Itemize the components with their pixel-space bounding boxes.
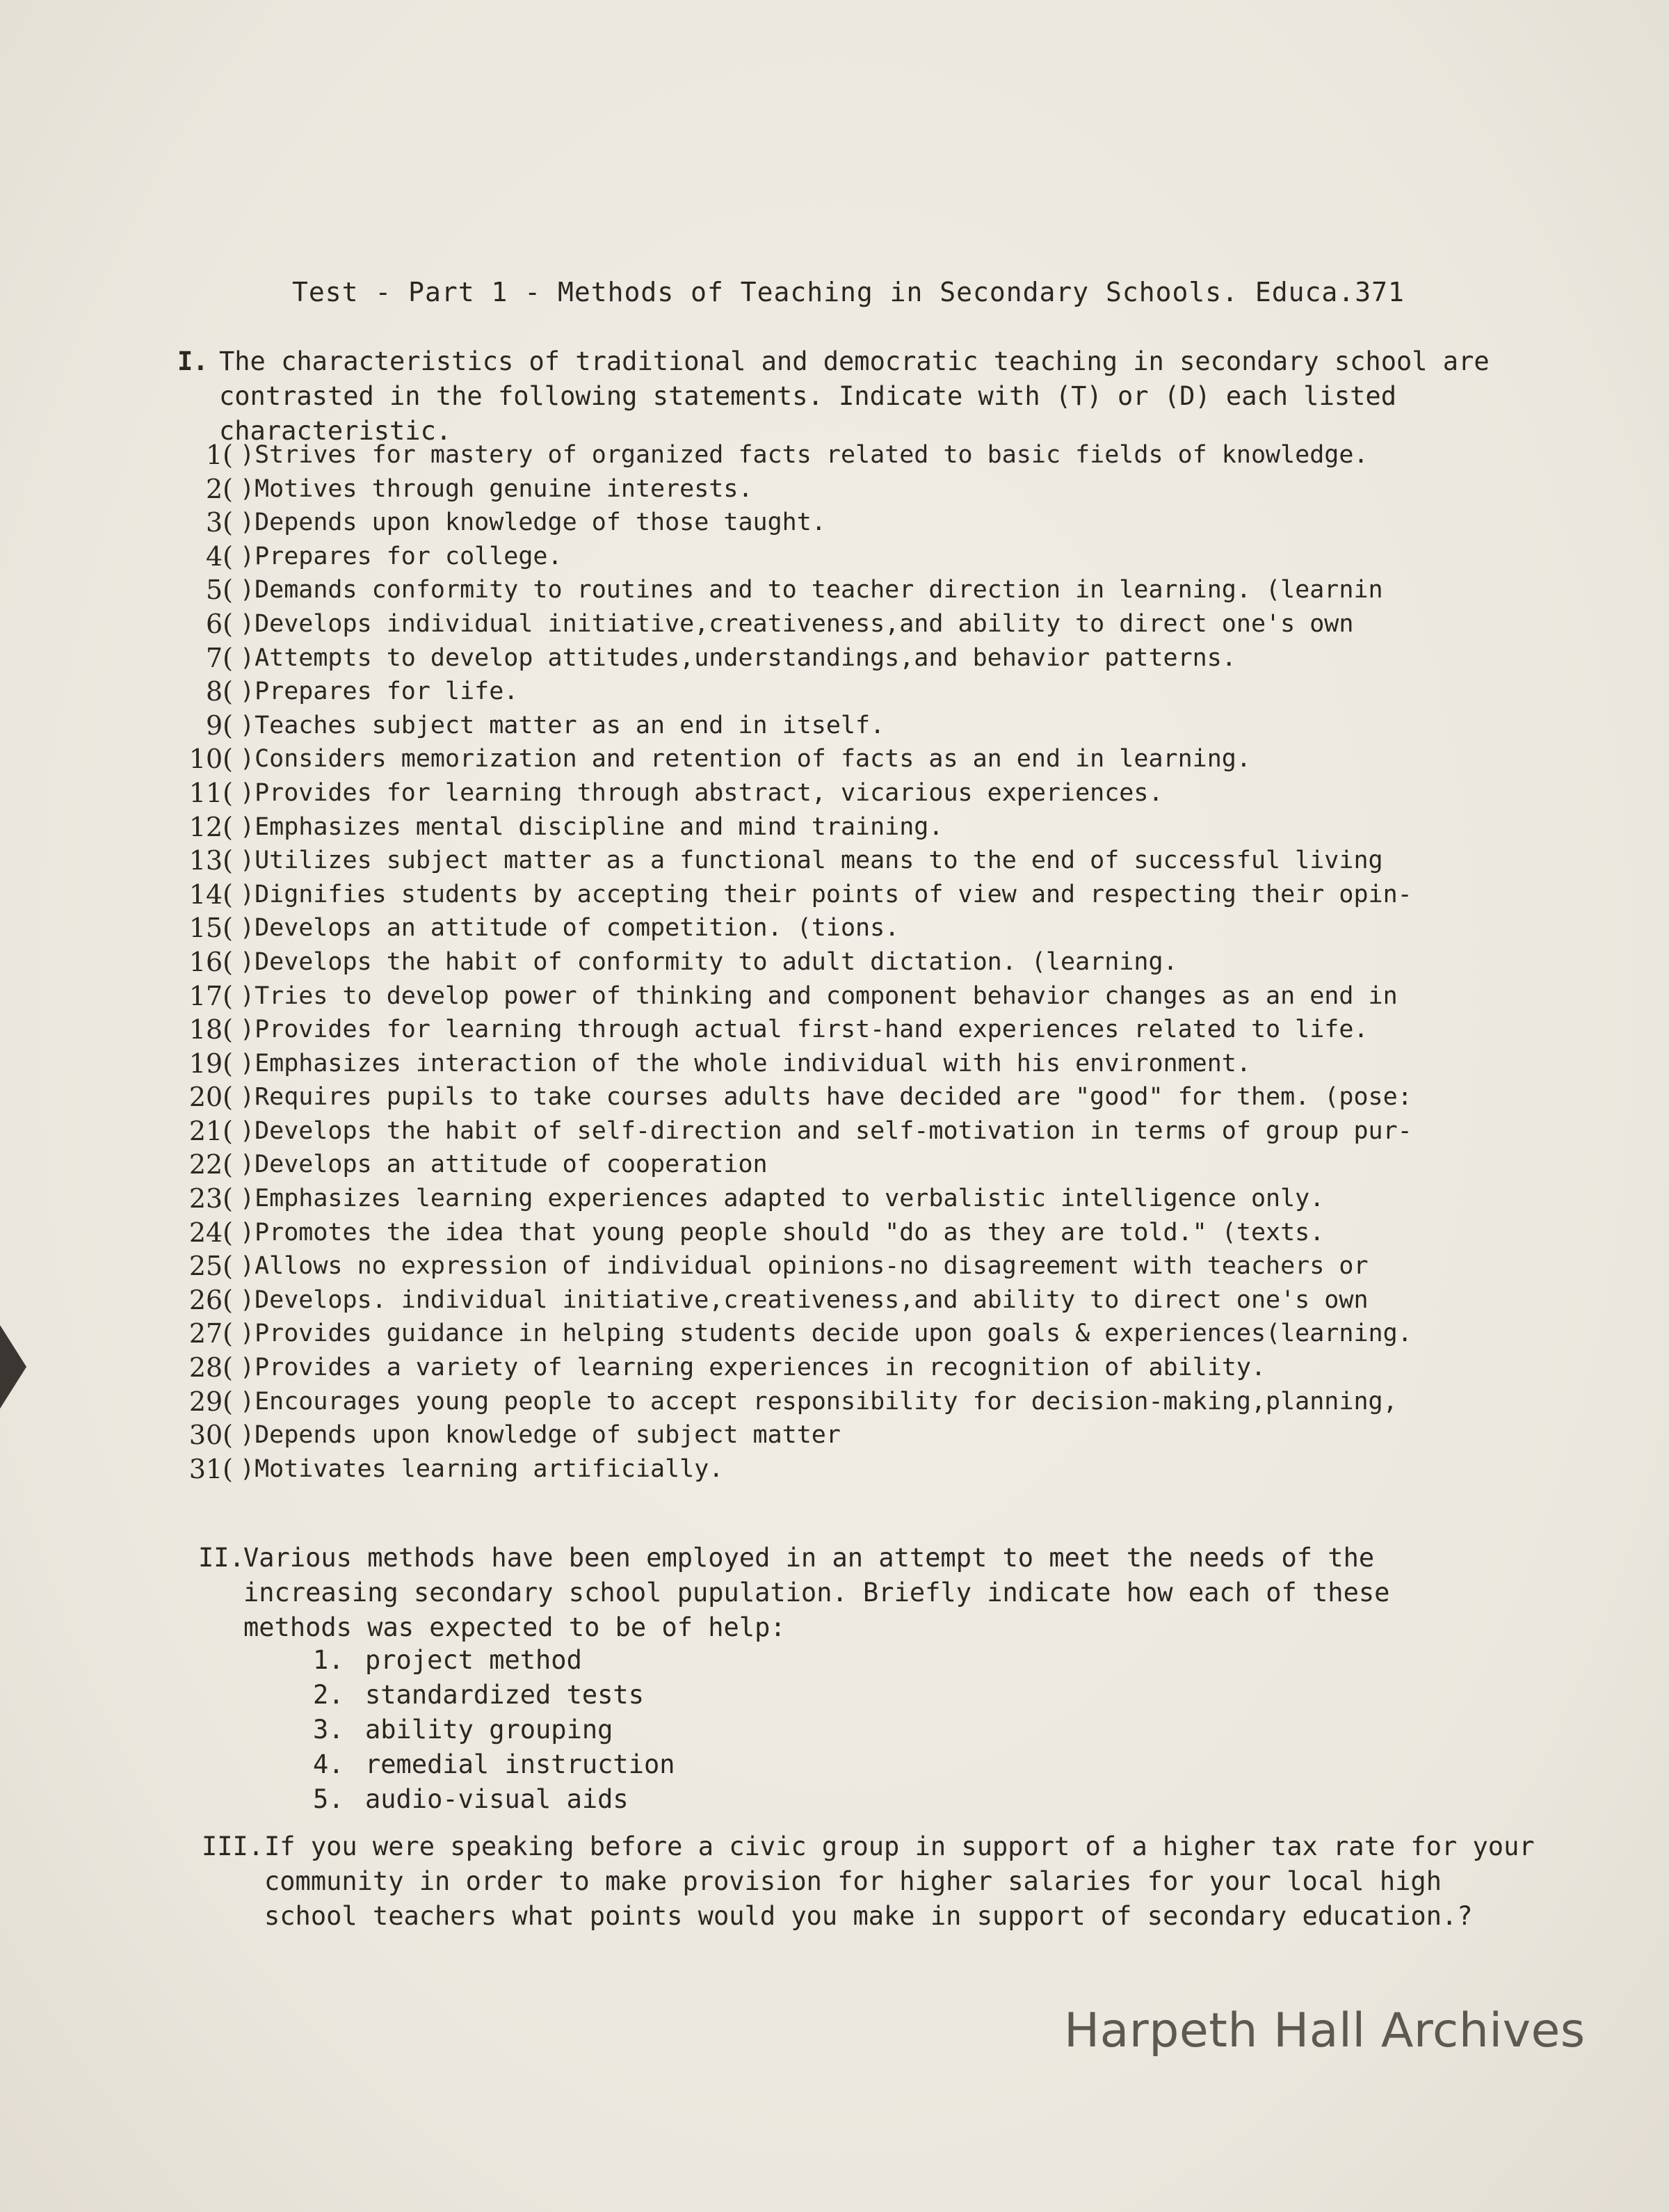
item-statement: )Prepares for college.	[240, 542, 563, 570]
section-1-label: I.	[177, 346, 209, 376]
list-item	[156, 1283, 1561, 1317]
list-item	[156, 472, 1561, 506]
answer-blank[interactable]	[233, 1249, 240, 1283]
answer-blank[interactable]	[233, 1385, 240, 1419]
item-number: 1(	[205, 440, 233, 470]
item-number: 14(	[188, 879, 233, 910]
item-statement: )Develops individual initiative,creativeness,and ability to direct one's own	[240, 609, 1354, 638]
method-text: standardized tests	[365, 1680, 644, 1710]
answer-blank[interactable]	[233, 1452, 240, 1486]
item-statement: )Teaches subject matter as an end in itself.	[240, 711, 885, 739]
list-item	[156, 1249, 1561, 1283]
item-number: 27(	[188, 1318, 233, 1349]
answer-blank[interactable]	[233, 1080, 240, 1114]
answer-blank[interactable]	[233, 675, 240, 709]
item-statement: )Motives through genuine interests.	[240, 474, 753, 503]
answer-blank[interactable]	[233, 945, 240, 979]
answer-blank[interactable]	[233, 438, 240, 472]
method-number: 1.	[313, 1645, 344, 1675]
list-item	[156, 438, 1561, 472]
item-number: 8(	[205, 676, 233, 707]
list-item	[156, 1148, 1561, 1182]
item-number: 4(	[205, 540, 233, 572]
item-statement: )Promotes the idea that young people should "do as they are told." (texts.	[240, 1218, 1325, 1247]
list-item	[156, 1418, 1561, 1452]
item-number: 17(	[188, 980, 233, 1011]
item-statement: )Strives for mastery of organized facts related to basic fields of knowledge.	[240, 441, 1369, 469]
method-item	[313, 1747, 675, 1782]
item-number: 3(	[205, 507, 233, 538]
method-item	[313, 1678, 675, 1713]
method-item	[313, 1643, 675, 1678]
list-item	[156, 1182, 1561, 1216]
answer-blank[interactable]	[233, 1283, 240, 1317]
answer-blank[interactable]	[233, 472, 240, 506]
item-number: 9(	[205, 710, 233, 741]
item-statement: )Motivates learning artificially.	[240, 1454, 724, 1483]
answer-blank[interactable]	[233, 1013, 240, 1047]
item-statement: )Prepares for life.	[240, 678, 519, 706]
list-item	[156, 573, 1561, 607]
list-item	[156, 844, 1561, 878]
answer-blank[interactable]	[233, 1148, 240, 1182]
list-item	[156, 1047, 1561, 1081]
item-statement: )Develops an attitude of cooperation	[240, 1151, 768, 1179]
item-number: 23(	[188, 1183, 233, 1215]
statement-list	[156, 438, 1561, 1486]
item-number: 5(	[205, 575, 233, 606]
answer-blank[interactable]	[233, 776, 240, 810]
method-text: project method	[365, 1645, 582, 1675]
item-statement: )Allows no expression of individual opinions-no disagreement with teachers or	[240, 1252, 1369, 1281]
section-2-label: II.	[198, 1543, 245, 1573]
answer-blank[interactable]	[233, 709, 240, 743]
item-number: 25(	[188, 1251, 233, 1282]
item-statement: )Dignifies students by accepting their points of view and respecting their opin-	[240, 880, 1412, 908]
list-item	[156, 1452, 1561, 1486]
answer-blank[interactable]	[233, 1047, 240, 1081]
item-statement: )Considers memorization and retention of facts as an end in learning.	[240, 745, 1251, 774]
list-item	[156, 506, 1561, 540]
item-statement: )Demands conformity to routines and to teacher direction in learning. (learnin	[240, 576, 1383, 604]
list-item	[156, 810, 1561, 844]
answer-blank[interactable]	[233, 911, 240, 945]
item-statement: )Emphasizes learning experiences adapted to verbalistic intelligence only.	[240, 1185, 1325, 1213]
method-item	[313, 1713, 675, 1747]
item-number: 29(	[188, 1386, 233, 1417]
list-item	[156, 776, 1561, 810]
list-item	[156, 742, 1561, 776]
list-item	[156, 709, 1561, 743]
answer-blank[interactable]	[233, 641, 240, 675]
item-statement: )Requires pupils to take courses adults have decided are "good" for them. (pose:	[240, 1083, 1412, 1112]
method-list	[313, 1643, 675, 1817]
item-number: 10(	[188, 744, 233, 775]
list-item	[156, 1013, 1561, 1047]
answer-blank[interactable]	[233, 540, 240, 574]
edge-mark	[0, 1325, 26, 1409]
item-number: 22(	[188, 1149, 233, 1180]
list-item	[156, 945, 1561, 979]
method-number: 5.	[313, 1784, 344, 1814]
list-item	[156, 979, 1561, 1013]
answer-blank[interactable]	[233, 1114, 240, 1148]
item-number: 11(	[188, 777, 233, 808]
item-statement: )Develops. individual initiative,creativeness,and ability to direct one's own	[240, 1285, 1369, 1314]
list-item	[156, 540, 1561, 574]
list-item	[156, 1351, 1561, 1385]
answer-blank[interactable]	[233, 810, 240, 844]
item-number: 19(	[188, 1048, 233, 1079]
list-item	[156, 878, 1561, 912]
section-2	[198, 1541, 1519, 1645]
item-statement: )Depends upon knowledge of those taught.	[240, 508, 826, 537]
archive-watermark: Harpeth Hall Archives	[1064, 2003, 1586, 2058]
list-item	[156, 641, 1561, 675]
item-number: 2(	[205, 473, 233, 504]
item-number: 18(	[188, 1014, 233, 1045]
item-statement: )Provides a variety of learning experiences in recognition of ability.	[240, 1354, 1266, 1382]
item-statement: )Tries to develop power of thinking and component behavior changes as an end in	[240, 981, 1398, 1010]
item-statement: )Depends upon knowledge of subject matter	[240, 1421, 841, 1450]
item-statement: )Provides guidance in helping students decide upon goals & experiences(learning.	[240, 1320, 1412, 1348]
item-statement: )Emphasizes interaction of the whole individual with his environment.	[240, 1049, 1251, 1077]
item-number: 31(	[188, 1453, 233, 1484]
item-statement: )Utilizes subject matter as a functional means to the end of successful living	[240, 847, 1383, 875]
section-3-text: If you were speaking before a civic group in support of a higher tax rate for your community in order to make provision for higher salaries for your local high school teachers what points would you make in support of secondary education.?	[264, 1832, 1535, 1931]
item-number: 12(	[188, 811, 233, 842]
method-text: ability grouping	[365, 1715, 613, 1745]
method-number: 4.	[313, 1749, 344, 1779]
page-title: Test - Part 1 - Methods of Teaching in Secondary Schools. Educa.371	[292, 277, 1405, 307]
list-item	[156, 607, 1561, 641]
item-number: 15(	[188, 913, 233, 944]
section-3	[202, 1829, 1565, 1934]
item-number: 21(	[188, 1115, 233, 1146]
item-number: 20(	[188, 1082, 233, 1113]
method-text: audio-visual aids	[365, 1784, 629, 1814]
item-number: 24(	[188, 1217, 233, 1248]
item-statement: )Attempts to develop attitudes,understandings,and behavior patterns.	[240, 643, 1236, 672]
item-statement: )Provides for learning through abstract, vicarious experiences.	[240, 778, 1163, 807]
list-item	[156, 1216, 1561, 1250]
answer-blank[interactable]	[233, 1216, 240, 1250]
item-statement: )Provides for learning through actual first-hand experiences related to life.	[240, 1016, 1369, 1044]
item-statement: )Develops an attitude of competition. (tions.	[240, 914, 900, 943]
item-number: 6(	[205, 608, 233, 639]
list-item	[156, 675, 1561, 709]
item-statement: )Encourages young people to accept responsibility for decision-making,planning,	[240, 1387, 1398, 1416]
item-statement: )Develops the habit of self-direction and self-motivation in terms of group pur-	[240, 1116, 1412, 1145]
item-statement: )Emphasizes mental discipline and mind training.	[240, 812, 944, 841]
item-statement: )Develops the habit of conformity to adult dictation. (learning.	[240, 947, 1178, 976]
method-text: remedial instruction	[365, 1749, 675, 1779]
answer-blank[interactable]	[233, 979, 240, 1013]
list-item	[156, 1114, 1561, 1148]
section-3-label: III.	[202, 1832, 264, 1861]
answer-blank[interactable]	[233, 878, 240, 912]
list-item	[156, 1317, 1561, 1351]
list-item	[156, 1080, 1561, 1114]
answer-blank[interactable]	[233, 607, 240, 641]
answer-blank[interactable]	[233, 1351, 240, 1385]
list-item	[156, 1385, 1561, 1419]
item-number: 26(	[188, 1284, 233, 1315]
method-number: 3.	[313, 1715, 344, 1745]
answer-blank[interactable]	[233, 742, 240, 776]
answer-blank[interactable]	[233, 573, 240, 607]
method-item	[313, 1782, 675, 1817]
item-number: 30(	[188, 1420, 233, 1451]
list-item	[156, 911, 1561, 945]
answer-blank[interactable]	[233, 1182, 240, 1216]
item-number: 16(	[188, 946, 233, 977]
answer-blank[interactable]	[233, 844, 240, 878]
answer-blank[interactable]	[233, 506, 240, 540]
answer-blank[interactable]	[233, 1317, 240, 1351]
answer-blank[interactable]	[233, 1418, 240, 1452]
item-number: 28(	[188, 1352, 233, 1384]
section-1-text: The characteristics of traditional and democratic teaching in secondary school are contrasted in the following statements. Indicate with (T) or (D) each listed characteristic.	[219, 346, 1490, 446]
section-1-instructions	[177, 344, 1540, 449]
section-2-text: Various methods have been employed in an attempt to meet the needs of the increasing secondary school pupulation. Briefly indicate how each of these methods was expected to be of help:	[243, 1543, 1390, 1642]
item-number: 7(	[205, 642, 233, 673]
method-number: 2.	[313, 1680, 344, 1710]
item-number: 13(	[188, 845, 233, 876]
